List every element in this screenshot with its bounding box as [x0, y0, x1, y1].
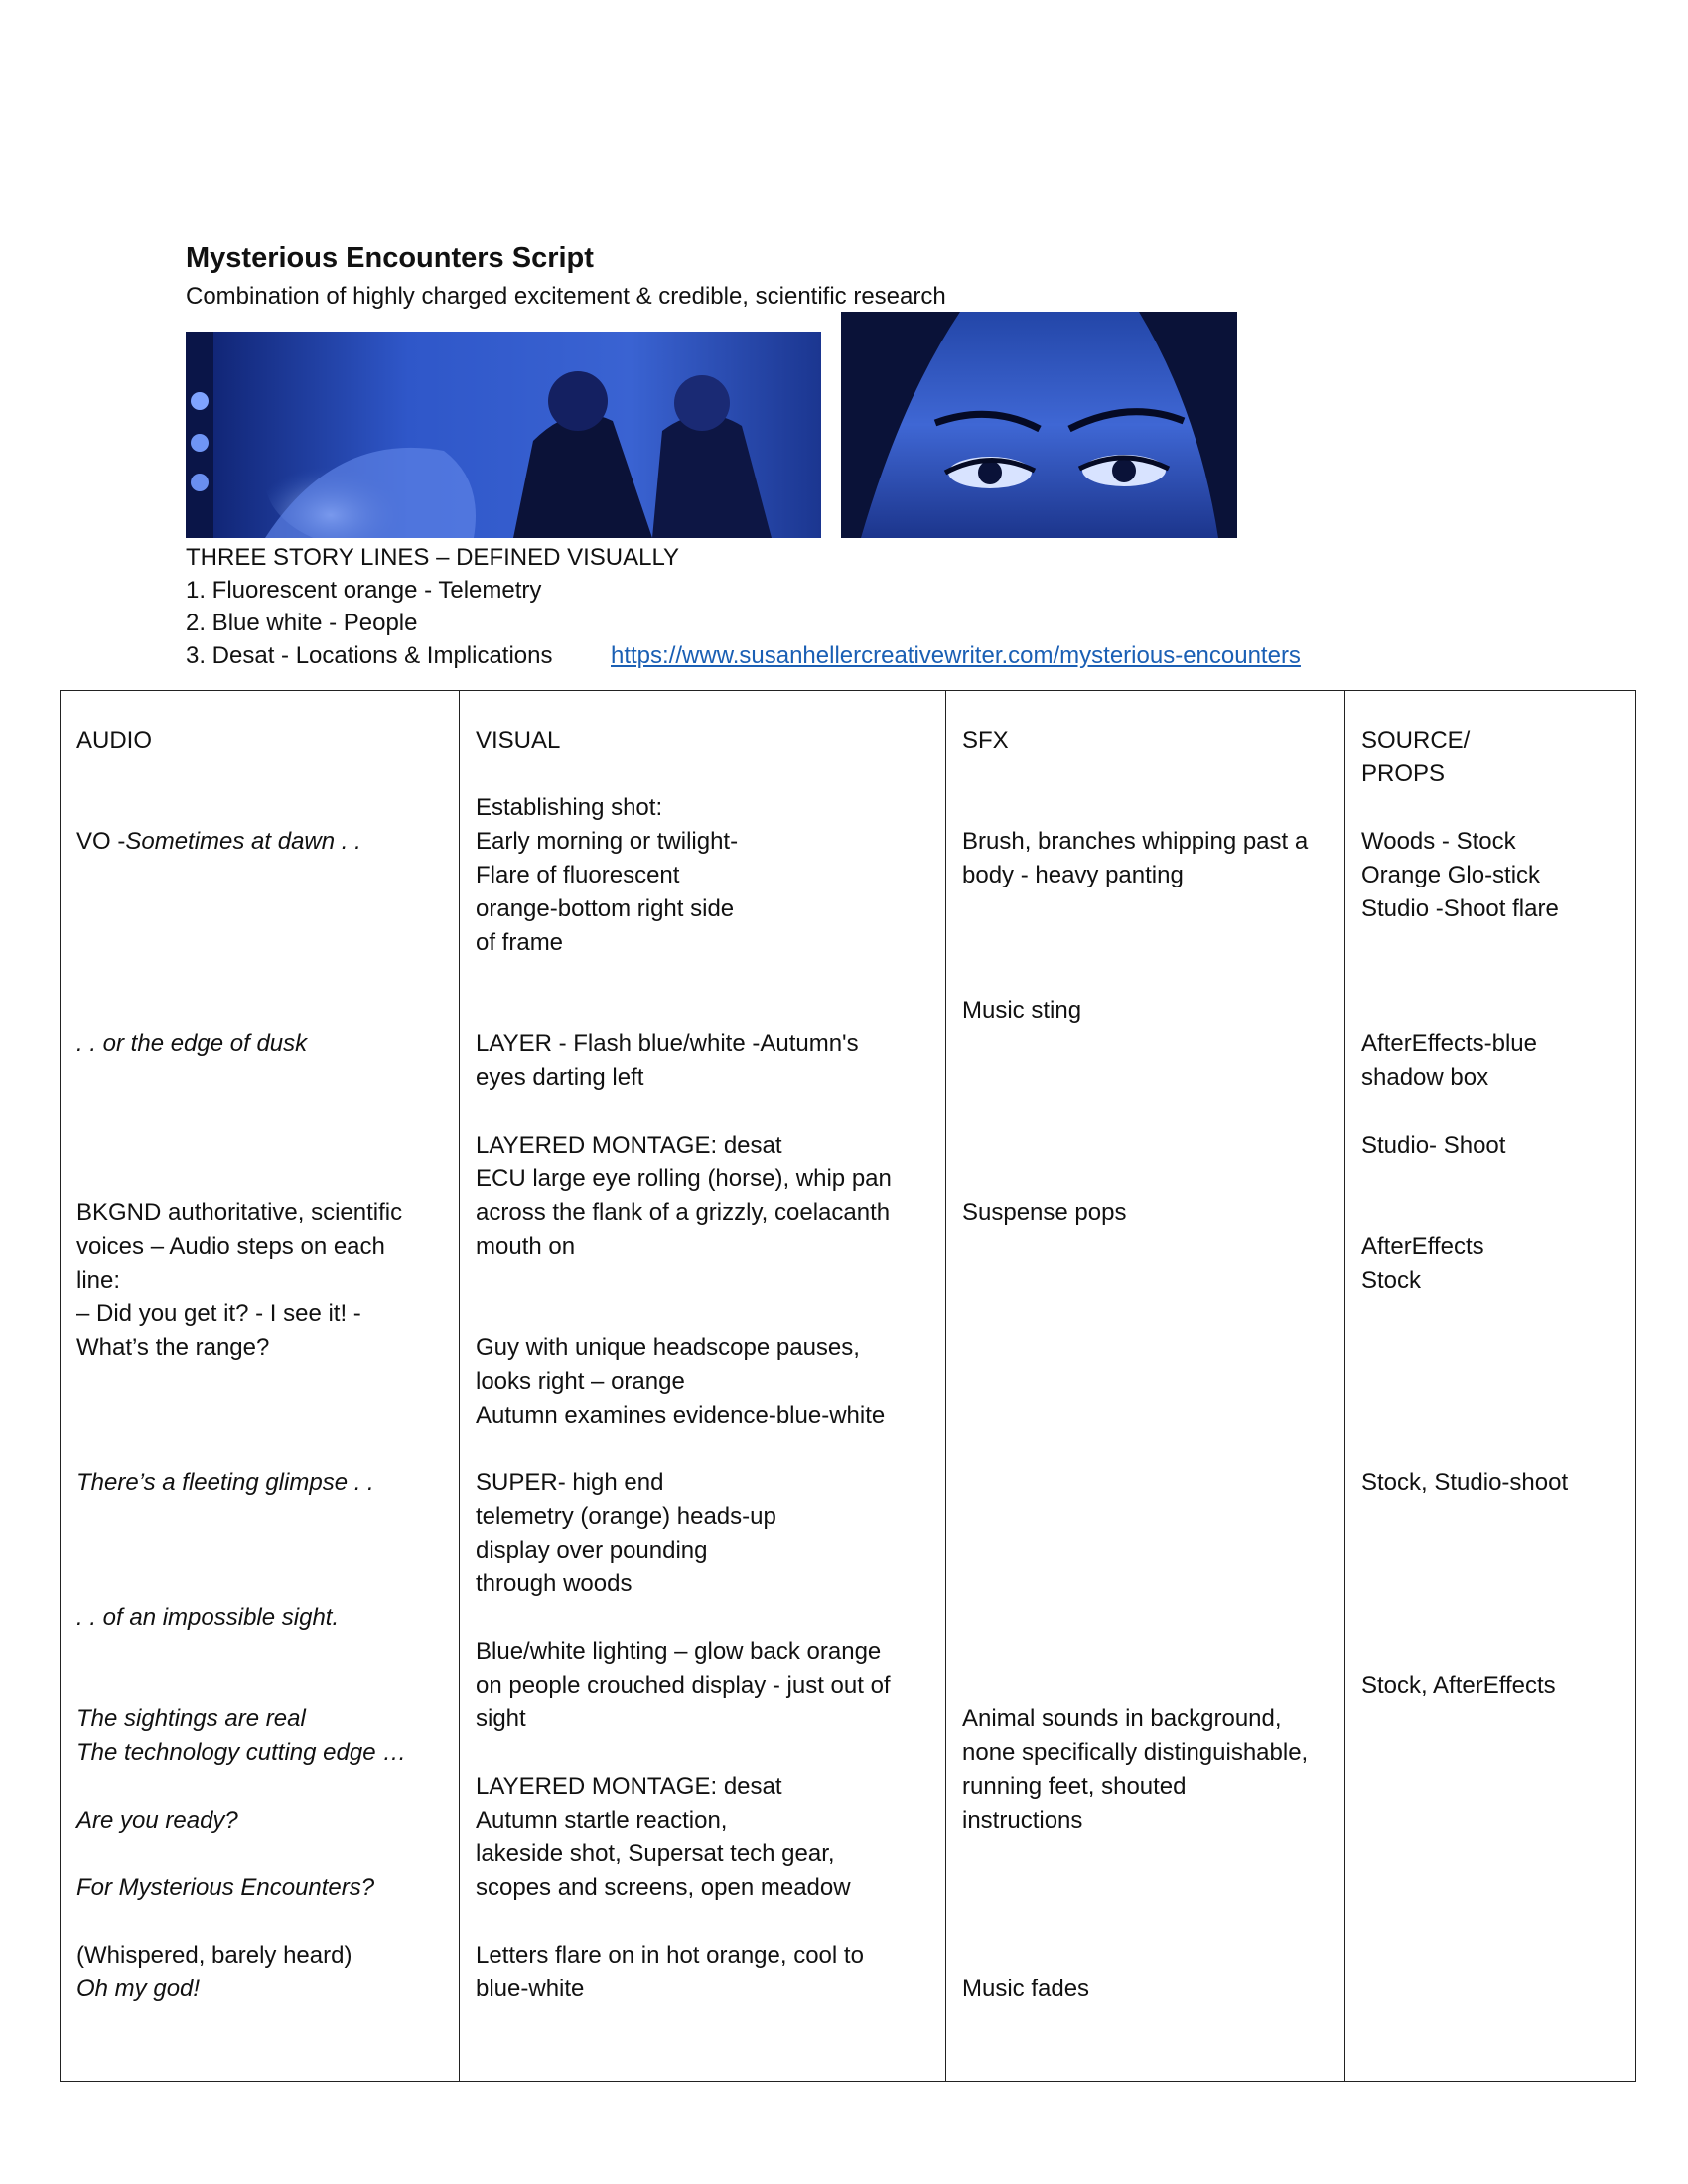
- source-line: shadow box: [1361, 1064, 1489, 1091]
- audio-line: What’s the range?: [76, 1334, 270, 1361]
- page-title: Mysterious Encounters Script: [186, 242, 594, 274]
- visual-line: Guy with unique headscope pauses,: [476, 1334, 860, 1361]
- sfx-line: none specifically distinguishable,: [962, 1739, 1309, 1766]
- visual-line: Autumn startle reaction,: [476, 1807, 728, 1834]
- column-header-audio: AUDIO: [76, 727, 153, 753]
- storylines-section: [186, 541, 679, 672]
- storylines-heading: THREE STORY LINES – DEFINED VISUALLY: [186, 544, 680, 571]
- visual-line: eyes darting left: [476, 1064, 644, 1091]
- sfx-line: Suspense pops: [962, 1199, 1127, 1226]
- audio-line: BKGND authoritative, scientific: [76, 1199, 403, 1226]
- visual-line: LAYERED MONTAGE: desat: [476, 1773, 782, 1800]
- audio-line: There’s a fleeting glimpse . .: [76, 1469, 374, 1496]
- visual-line: Flare of fluorescent: [476, 862, 680, 888]
- visual-line: Early morning or twilight-: [476, 828, 739, 855]
- visual-line: sight: [476, 1706, 526, 1732]
- visual-line: blue-white: [476, 1976, 585, 2002]
- script-table: [60, 690, 1636, 2082]
- visual-line: display over pounding: [476, 1537, 708, 1564]
- visual-line: Blue/white lighting – glow back orange: [476, 1638, 882, 1665]
- visual-line: scopes and screens, open meadow: [476, 1874, 851, 1901]
- sfx-line: Music fades: [962, 1976, 1090, 2002]
- visual-line: Establishing shot:: [476, 794, 663, 821]
- page-subtitle: Combination of highly charged excitement & credible, scientific research: [186, 283, 946, 310]
- eyes-still-image: [841, 312, 1237, 538]
- audio-line: . . or the edge of dusk: [76, 1030, 308, 1057]
- audio-line: The technology cutting edge …: [76, 1739, 407, 1766]
- audio-line: – Did you get it? - I see it! -: [76, 1300, 361, 1327]
- visual-line: LAYER - Flash blue/white -Autumn's: [476, 1030, 859, 1057]
- audio-line: (Whispered, barely heard): [76, 1942, 352, 1969]
- column-header-visual: VISUAL: [476, 727, 561, 753]
- sfx-line: body - heavy panting: [962, 862, 1184, 888]
- audio-line: . . of an impossible sight.: [76, 1604, 340, 1631]
- visual-line: LAYERED MONTAGE: desat: [476, 1132, 782, 1159]
- visual-line: Letters flare on in hot orange, cool to: [476, 1942, 864, 1969]
- source-line: Stock: [1361, 1267, 1422, 1294]
- visual-line: across the flank of a grizzly, coelacanth: [476, 1199, 891, 1226]
- visual-column: [460, 691, 946, 2082]
- column-header-source: SOURCE/: [1361, 727, 1471, 753]
- source-line: Orange Glo-stick: [1361, 862, 1541, 888]
- visual-line: telemetry (orange) heads-up: [476, 1503, 776, 1530]
- source-line: Studio -Shoot flare: [1361, 895, 1559, 922]
- visual-line: lakeside shot, Supersat tech gear,: [476, 1841, 835, 1867]
- visual-line: Autumn examines evidence-blue-white: [476, 1402, 886, 1429]
- sfx-line: Brush, branches whipping past a: [962, 828, 1309, 855]
- storyline-item: 2. Blue white - People: [186, 610, 418, 636]
- source-props-column: [1345, 691, 1636, 2082]
- audio-line: Are you ready?: [76, 1807, 238, 1834]
- audio-column: [61, 691, 460, 2082]
- column-header-props: PROPS: [1361, 760, 1446, 787]
- sfx-line: Animal sounds in background,: [962, 1706, 1282, 1732]
- visual-line: looks right – orange: [476, 1368, 685, 1395]
- sfx-line: instructions: [962, 1807, 1083, 1834]
- storyline-item: 3. Desat - Locations & Implications: [186, 642, 553, 669]
- visual-line: SUPER- high end: [476, 1469, 664, 1496]
- audio-line: line:: [76, 1267, 121, 1294]
- source-line: Woods - Stock: [1361, 828, 1516, 855]
- visual-line: on people crouched display - just out of: [476, 1672, 891, 1699]
- storyline-item: 1. Fluorescent orange - Telemetry: [186, 577, 542, 604]
- visual-line: ECU large eye rolling (horse), whip pan: [476, 1165, 892, 1192]
- source-line: AfterEffects-blue: [1361, 1030, 1537, 1057]
- column-header-sfx: SFX: [962, 727, 1009, 753]
- sfx-line: Music sting: [962, 997, 1082, 1024]
- audio-line: The sightings are real: [76, 1706, 306, 1732]
- sfx-column: [946, 691, 1345, 2082]
- source-line: Stock, AfterEffects: [1361, 1672, 1556, 1699]
- visual-line: orange-bottom right side: [476, 895, 735, 922]
- visual-line: of frame: [476, 929, 564, 956]
- script-link[interactable]: https://www.susanhellercreativewriter.com/mysterious-encounters: [611, 642, 1301, 669]
- audio-line: VO -Sometimes at dawn . .: [76, 828, 361, 855]
- audio-line: voices – Audio steps on each: [76, 1233, 385, 1260]
- visual-line: mouth on: [476, 1233, 576, 1260]
- audio-line: Oh my god!: [76, 1976, 201, 2002]
- audio-line: For Mysterious Encounters?: [76, 1874, 375, 1901]
- source-line: Stock, Studio-shoot: [1361, 1469, 1569, 1496]
- source-line: Studio- Shoot: [1361, 1132, 1506, 1159]
- source-line: AfterEffects: [1361, 1233, 1484, 1260]
- people-still-image: [186, 332, 821, 538]
- sfx-line: running feet, shouted: [962, 1773, 1187, 1800]
- visual-line: through woods: [476, 1570, 633, 1597]
